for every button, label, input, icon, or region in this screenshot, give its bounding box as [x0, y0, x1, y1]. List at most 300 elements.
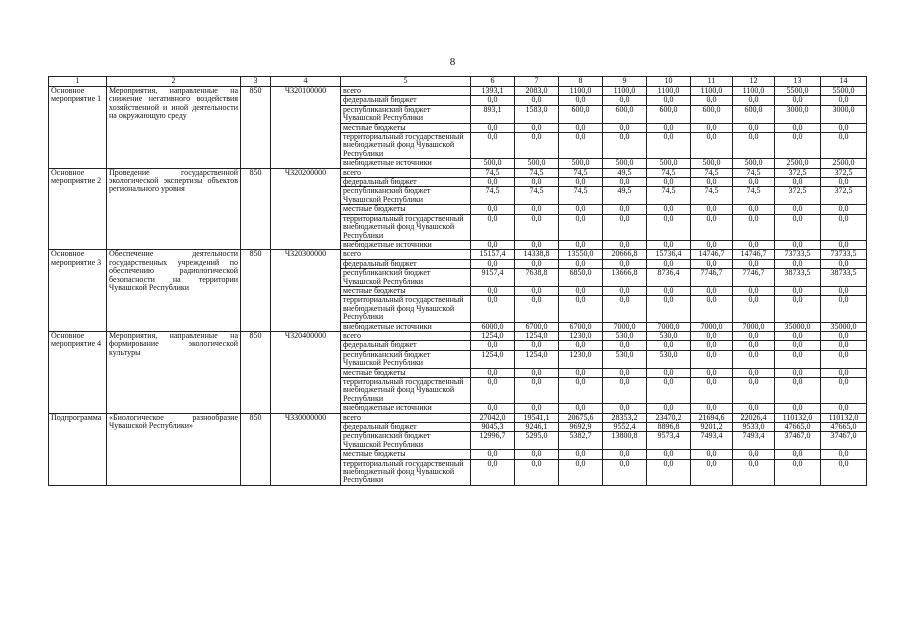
amount-cell: 0,0: [733, 459, 775, 485]
amount-cell: 0,0: [515, 459, 559, 485]
amount-cell: 0,0: [559, 133, 603, 159]
amount-cell: 15157,4: [471, 250, 515, 259]
amount-cell: 0,0: [559, 259, 603, 268]
amount-cell: 21694,6: [691, 413, 733, 422]
amount-cell: 74,5: [559, 187, 603, 205]
amount-cell: 0,0: [471, 178, 515, 187]
amount-cell: 600,0: [733, 105, 775, 123]
amount-cell: 0,0: [471, 404, 515, 413]
funding-source: местные бюджеты: [341, 123, 471, 132]
amount-cell: 7746,7: [733, 269, 775, 287]
amount-cell: 0,0: [775, 205, 821, 214]
funding-source: федеральный бюджет: [341, 178, 471, 187]
amount-cell: 74,5: [733, 168, 775, 177]
amount-cell: 0,0: [559, 214, 603, 240]
amount-cell: 1254,0: [515, 350, 559, 368]
amount-cell: 0,0: [691, 459, 733, 485]
amount-cell: 0,0: [691, 378, 733, 404]
amount-cell: 0,0: [647, 123, 691, 132]
amount-cell: 0,0: [559, 368, 603, 377]
amount-cell: 0,0: [515, 96, 559, 105]
amount-cell: 0,0: [647, 296, 691, 322]
amount-cell: 0,0: [471, 341, 515, 350]
column-header-13: 13: [775, 77, 821, 87]
amount-cell: 0,0: [821, 404, 867, 413]
funding-source: республиканский бюджет Чувашской Республики: [341, 350, 471, 368]
amount-cell: 0,0: [691, 123, 733, 132]
amount-cell: 600,0: [559, 105, 603, 123]
amount-cell: 600,0: [647, 105, 691, 123]
amount-cell: 0,0: [775, 133, 821, 159]
funding-source: местные бюджеты: [341, 205, 471, 214]
amount-cell: 0,0: [515, 286, 559, 295]
amount-cell: 1583,0: [515, 105, 559, 123]
amount-cell: 0,0: [733, 350, 775, 368]
amount-cell: 0,0: [647, 133, 691, 159]
amount-cell: 5295,0: [515, 432, 559, 450]
column-header-4: 4: [271, 77, 341, 87]
amount-cell: 0,0: [647, 459, 691, 485]
amount-cell: 74,5: [691, 187, 733, 205]
amount-cell: 0,0: [691, 368, 733, 377]
amount-cell: 0,0: [515, 123, 559, 132]
amount-cell: 0,0: [471, 133, 515, 159]
amount-cell: 73733,5: [775, 250, 821, 259]
amount-cell: 0,0: [603, 123, 647, 132]
amount-cell: 0,0: [515, 214, 559, 240]
amount-cell: 1393,1: [471, 87, 515, 96]
grbs-code: 850: [241, 87, 271, 169]
amount-cell: 0,0: [647, 378, 691, 404]
amount-cell: 19541,1: [515, 413, 559, 422]
funding-source: внебюджетные источники: [341, 404, 471, 413]
amount-cell: 0,0: [515, 259, 559, 268]
amount-cell: 0,0: [603, 133, 647, 159]
amount-cell: 8896,8: [647, 423, 691, 432]
amount-cell: 1254,0: [471, 350, 515, 368]
amount-cell: 110132,0: [821, 413, 867, 422]
amount-cell: 47665,0: [821, 423, 867, 432]
amount-cell: 0,0: [515, 240, 559, 249]
amount-cell: 0,0: [821, 286, 867, 295]
amount-cell: 0,0: [733, 123, 775, 132]
amount-cell: 47665,0: [775, 423, 821, 432]
amount-cell: 0,0: [647, 450, 691, 459]
amount-cell: 0,0: [471, 368, 515, 377]
funding-source: республиканский бюджет Чувашской Республики: [341, 187, 471, 205]
amount-cell: 0,0: [691, 96, 733, 105]
column-header-8: 8: [559, 77, 603, 87]
amount-cell: 0,0: [559, 378, 603, 404]
funding-source: республиканский бюджет Чувашской Республики: [341, 105, 471, 123]
amount-cell: 0,0: [733, 259, 775, 268]
amount-cell: 0,0: [691, 240, 733, 249]
amount-cell: 0,0: [603, 214, 647, 240]
amount-cell: 0,0: [691, 286, 733, 295]
amount-cell: 9201,2: [691, 423, 733, 432]
amount-cell: 0,0: [471, 259, 515, 268]
budget-table: [48, 76, 867, 486]
amount-cell: 0,0: [821, 259, 867, 268]
amount-cell: 530,0: [603, 331, 647, 340]
amount-cell: 0,0: [647, 404, 691, 413]
grbs-code: 850: [241, 168, 271, 250]
amount-cell: 23470,2: [647, 413, 691, 422]
grbs-code: 850: [241, 331, 271, 413]
amount-cell: 74,5: [515, 187, 559, 205]
funding-source: республиканский бюджет Чувашской Республики: [341, 432, 471, 450]
amount-cell: 0,0: [603, 96, 647, 105]
table-body: [49, 87, 867, 486]
amount-cell: 500,0: [559, 159, 603, 168]
amount-cell: 15736,4: [647, 250, 691, 259]
amount-cell: 5500,0: [821, 87, 867, 96]
amount-cell: 0,0: [775, 296, 821, 322]
amount-cell: 110132,0: [775, 413, 821, 422]
amount-cell: 7000,0: [733, 322, 775, 331]
amount-cell: 0,0: [559, 459, 603, 485]
amount-cell: 8736,4: [647, 269, 691, 287]
amount-cell: 0,0: [603, 240, 647, 249]
amount-cell: 9573,4: [647, 432, 691, 450]
amount-cell: 0,0: [603, 205, 647, 214]
amount-cell: 7493,4: [691, 432, 733, 450]
amount-cell: 0,0: [647, 368, 691, 377]
amount-cell: 0,0: [821, 205, 867, 214]
amount-cell: 35000,0: [775, 322, 821, 331]
amount-cell: 0,0: [515, 368, 559, 377]
amount-cell: 530,0: [647, 350, 691, 368]
amount-cell: 6700,0: [559, 322, 603, 331]
amount-cell: 1100,0: [603, 87, 647, 96]
amount-cell: 74,5: [515, 168, 559, 177]
group-description: Мероприятия, направленные на формирование экологической культуры: [107, 331, 241, 413]
amount-cell: 0,0: [691, 259, 733, 268]
column-header-5: 5: [341, 77, 471, 87]
group-description: Обеспечение деятельности государственных учреждений по обеспечению радиологической безопасности на территории Чувашской Республики: [107, 250, 241, 332]
amount-cell: 49,5: [603, 168, 647, 177]
amount-cell: 372,5: [821, 168, 867, 177]
amount-cell: 0,0: [691, 404, 733, 413]
amount-cell: 0,0: [471, 240, 515, 249]
amount-cell: 0,0: [647, 259, 691, 268]
amount-cell: 0,0: [775, 214, 821, 240]
amount-cell: 1100,0: [691, 87, 733, 96]
funding-source: внебюджетные источники: [341, 322, 471, 331]
column-header-12: 12: [733, 77, 775, 87]
amount-cell: 0,0: [775, 341, 821, 350]
amount-cell: 0,0: [733, 178, 775, 187]
funding-source: местные бюджеты: [341, 286, 471, 295]
amount-cell: 0,0: [821, 459, 867, 485]
amount-cell: 372,5: [821, 187, 867, 205]
amount-cell: 0,0: [775, 350, 821, 368]
amount-cell: 0,0: [733, 286, 775, 295]
amount-cell: 38733,5: [775, 269, 821, 287]
group-name: Подпрограмма: [49, 413, 107, 485]
group-name: Основное мероприятие 1: [49, 87, 107, 169]
amount-cell: 0,0: [691, 350, 733, 368]
amount-cell: 0,0: [691, 205, 733, 214]
budget-code: Ч320300000: [271, 250, 341, 332]
amount-cell: 0,0: [733, 378, 775, 404]
funding-source: территориальный государственный внебюджетный фонд Чувашской Республики: [341, 378, 471, 404]
funding-source: всего: [341, 168, 471, 177]
table-row: [49, 331, 867, 340]
funding-source: местные бюджеты: [341, 450, 471, 459]
amount-cell: 0,0: [775, 459, 821, 485]
amount-cell: 0,0: [691, 133, 733, 159]
amount-cell: 5500,0: [775, 87, 821, 96]
amount-cell: 500,0: [647, 159, 691, 168]
funding-source: всего: [341, 87, 471, 96]
amount-cell: 0,0: [603, 450, 647, 459]
funding-source: всего: [341, 413, 471, 422]
amount-cell: 0,0: [559, 404, 603, 413]
group-name: Основное мероприятие 3: [49, 250, 107, 332]
amount-cell: 13800,8: [603, 432, 647, 450]
amount-cell: 372,5: [775, 168, 821, 177]
amount-cell: 49,5: [603, 187, 647, 205]
amount-cell: 0,0: [821, 341, 867, 350]
amount-cell: 13550,0: [559, 250, 603, 259]
amount-cell: 0,0: [775, 450, 821, 459]
amount-cell: 0,0: [515, 378, 559, 404]
amount-cell: 74,5: [647, 168, 691, 177]
amount-cell: 9246,1: [515, 423, 559, 432]
column-header-11: 11: [691, 77, 733, 87]
amount-cell: 0,0: [733, 296, 775, 322]
budget-code: Ч330000000: [271, 413, 341, 485]
amount-cell: 6700,0: [515, 322, 559, 331]
funding-source: федеральный бюджет: [341, 423, 471, 432]
amount-cell: 0,0: [691, 214, 733, 240]
amount-cell: 0,0: [471, 286, 515, 295]
budget-code: Ч320400000: [271, 331, 341, 413]
amount-cell: 2500,0: [775, 159, 821, 168]
amount-cell: 7000,0: [647, 322, 691, 331]
amount-cell: 0,0: [559, 296, 603, 322]
amount-cell: 0,0: [515, 205, 559, 214]
amount-cell: 1230,0: [559, 350, 603, 368]
funding-source: всего: [341, 250, 471, 259]
amount-cell: 0,0: [775, 286, 821, 295]
amount-cell: 0,0: [647, 214, 691, 240]
column-header-1: 1: [49, 77, 107, 87]
funding-source: республиканский бюджет Чувашской Республики: [341, 269, 471, 287]
amount-cell: 0,0: [821, 450, 867, 459]
amount-cell: 0,0: [515, 404, 559, 413]
amount-cell: 0,0: [691, 331, 733, 340]
amount-cell: 0,0: [471, 205, 515, 214]
amount-cell: 0,0: [733, 368, 775, 377]
funding-source: территориальный государственный внебюджетный фонд Чувашской Республики: [341, 214, 471, 240]
amount-cell: 6000,0: [471, 322, 515, 331]
amount-cell: 0,0: [471, 96, 515, 105]
amount-cell: 0,0: [471, 450, 515, 459]
column-header-10: 10: [647, 77, 691, 87]
amount-cell: 0,0: [647, 96, 691, 105]
amount-cell: 0,0: [603, 368, 647, 377]
amount-cell: 74,5: [647, 187, 691, 205]
amount-cell: 0,0: [515, 178, 559, 187]
amount-cell: 500,0: [691, 159, 733, 168]
amount-cell: 0,0: [775, 331, 821, 340]
amount-cell: 0,0: [733, 205, 775, 214]
budget-code: Ч320200000: [271, 168, 341, 250]
amount-cell: 9157,4: [471, 269, 515, 287]
amount-cell: 500,0: [471, 159, 515, 168]
funding-source: территориальный государственный внебюджетный фонд Чувашской Республики: [341, 296, 471, 322]
column-header-6: 6: [471, 77, 515, 87]
amount-cell: 0,0: [559, 286, 603, 295]
amount-cell: 0,0: [559, 123, 603, 132]
group-description: Мероприятия, направленные на снижение негативного воздействия хозяйственной и иной деятельности на окружающую среду: [107, 87, 241, 169]
amount-cell: 14746,7: [733, 250, 775, 259]
group-name: Основное мероприятие 2: [49, 168, 107, 250]
amount-cell: 0,0: [821, 296, 867, 322]
amount-cell: 37467,0: [775, 432, 821, 450]
amount-cell: 3000,0: [821, 105, 867, 123]
budget-code: Ч320100000: [271, 87, 341, 169]
funding-source: всего: [341, 331, 471, 340]
amount-cell: 0,0: [691, 178, 733, 187]
header-row: [49, 77, 867, 87]
amount-cell: 14338,8: [515, 250, 559, 259]
amount-cell: 1254,0: [515, 331, 559, 340]
amount-cell: 14746,7: [691, 250, 733, 259]
amount-cell: 0,0: [471, 123, 515, 132]
amount-cell: 0,0: [603, 341, 647, 350]
amount-cell: 0,0: [647, 341, 691, 350]
amount-cell: 9692,9: [559, 423, 603, 432]
group-description: Проведение государственной экологической экспертизы объектов регионального уровня: [107, 168, 241, 250]
amount-cell: 0,0: [471, 378, 515, 404]
amount-cell: 1100,0: [559, 87, 603, 96]
amount-cell: 0,0: [821, 331, 867, 340]
page-number: 8: [449, 56, 456, 68]
funding-source: внебюджетные источники: [341, 240, 471, 249]
amount-cell: 74,5: [733, 187, 775, 205]
amount-cell: 28353,2: [603, 413, 647, 422]
amount-cell: 500,0: [733, 159, 775, 168]
amount-cell: 0,0: [775, 123, 821, 132]
amount-cell: 37467,0: [821, 432, 867, 450]
amount-cell: 0,0: [775, 404, 821, 413]
amount-cell: 0,0: [559, 96, 603, 105]
funding-source: федеральный бюджет: [341, 259, 471, 268]
amount-cell: 27042,0: [471, 413, 515, 422]
amount-cell: 0,0: [603, 296, 647, 322]
amount-cell: 0,0: [775, 378, 821, 404]
funding-source: местные бюджеты: [341, 368, 471, 377]
amount-cell: 2500,0: [821, 159, 867, 168]
column-header-2: 2: [107, 77, 241, 87]
funding-source: территориальный государственный внебюджетный фонд Чувашской Республики: [341, 133, 471, 159]
amount-cell: 0,0: [733, 341, 775, 350]
amount-cell: 7000,0: [691, 322, 733, 331]
amount-cell: 0,0: [821, 96, 867, 105]
amount-cell: 0,0: [775, 240, 821, 249]
amount-cell: 0,0: [603, 378, 647, 404]
amount-cell: 372,5: [775, 187, 821, 205]
amount-cell: 600,0: [603, 105, 647, 123]
amount-cell: 1254,0: [471, 331, 515, 340]
amount-cell: 0,0: [603, 286, 647, 295]
amount-cell: 35000,0: [821, 322, 867, 331]
amount-cell: 0,0: [647, 205, 691, 214]
amount-cell: 7000,0: [603, 322, 647, 331]
amount-cell: 0,0: [691, 341, 733, 350]
amount-cell: 0,0: [775, 368, 821, 377]
column-header-14: 14: [821, 77, 867, 87]
amount-cell: 0,0: [647, 178, 691, 187]
amount-cell: 1100,0: [647, 87, 691, 96]
amount-cell: 73733,5: [821, 250, 867, 259]
amount-cell: 0,0: [647, 286, 691, 295]
amount-cell: 0,0: [691, 296, 733, 322]
amount-cell: 1230,0: [559, 331, 603, 340]
amount-cell: 0,0: [471, 459, 515, 485]
amount-cell: 0,0: [775, 178, 821, 187]
amount-cell: 0,0: [559, 205, 603, 214]
amount-cell: 0,0: [471, 214, 515, 240]
amount-cell: 0,0: [821, 178, 867, 187]
amount-cell: 0,0: [821, 240, 867, 249]
amount-cell: 0,0: [733, 240, 775, 249]
amount-cell: 530,0: [647, 331, 691, 340]
amount-cell: 3000,0: [775, 105, 821, 123]
amount-cell: 0,0: [515, 341, 559, 350]
funding-source: территориальный государственный внебюджетный фонд Чувашской Республики: [341, 459, 471, 485]
amount-cell: 0,0: [515, 450, 559, 459]
amount-cell: 0,0: [691, 450, 733, 459]
amount-cell: 74,5: [691, 168, 733, 177]
amount-cell: 7638,8: [515, 269, 559, 287]
amount-cell: 0,0: [559, 341, 603, 350]
amount-cell: 0,0: [603, 178, 647, 187]
amount-cell: 9552,4: [603, 423, 647, 432]
amount-cell: 0,0: [733, 450, 775, 459]
amount-cell: 5382,7: [559, 432, 603, 450]
amount-cell: 0,0: [603, 404, 647, 413]
amount-cell: 0,0: [559, 178, 603, 187]
amount-cell: 0,0: [559, 240, 603, 249]
amount-cell: 20675,6: [559, 413, 603, 422]
column-header-9: 9: [603, 77, 647, 87]
amount-cell: 0,0: [515, 296, 559, 322]
amount-cell: 38733,5: [821, 269, 867, 287]
amount-cell: 0,0: [647, 240, 691, 249]
amount-cell: 0,0: [733, 331, 775, 340]
grbs-code: 850: [241, 250, 271, 332]
amount-cell: 0,0: [733, 133, 775, 159]
amount-cell: 0,0: [733, 96, 775, 105]
amount-cell: 0,0: [821, 214, 867, 240]
amount-cell: 7746,7: [691, 269, 733, 287]
amount-cell: 20666,8: [603, 250, 647, 259]
amount-cell: 0,0: [821, 350, 867, 368]
amount-cell: 74,5: [559, 168, 603, 177]
amount-cell: 0,0: [821, 378, 867, 404]
amount-cell: 0,0: [821, 368, 867, 377]
amount-cell: 500,0: [515, 159, 559, 168]
table-row: [49, 250, 867, 259]
amount-cell: 0,0: [821, 123, 867, 132]
amount-cell: 0,0: [603, 459, 647, 485]
amount-cell: 6850,0: [559, 269, 603, 287]
funding-source: федеральный бюджет: [341, 96, 471, 105]
